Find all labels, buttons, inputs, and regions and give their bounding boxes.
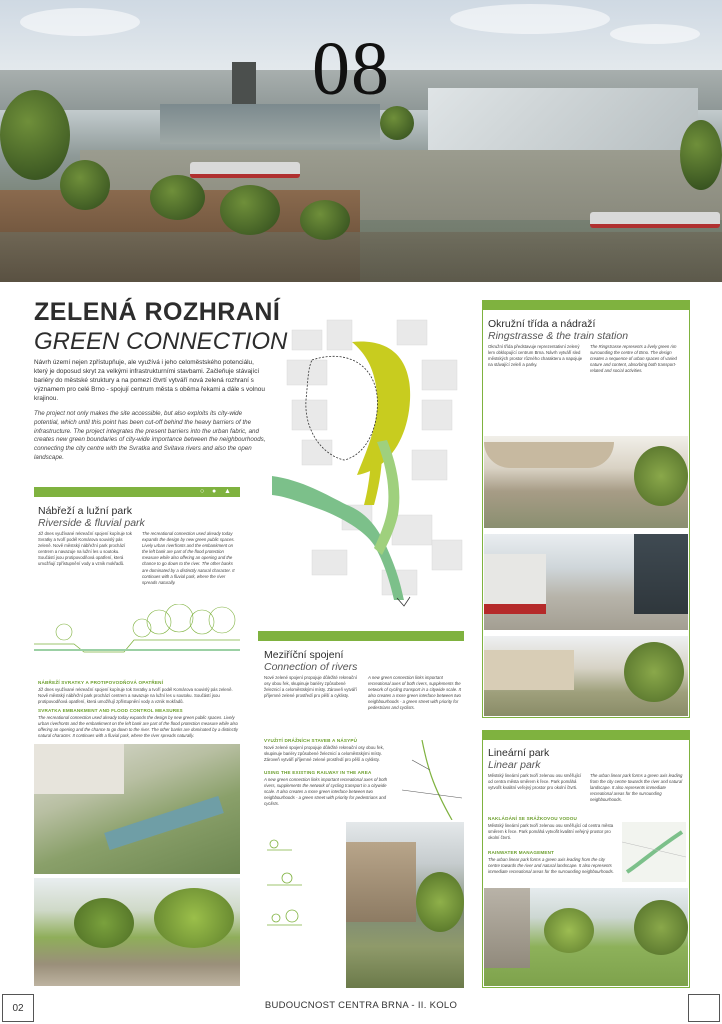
title-en: GREEN CONNECTION (34, 328, 288, 355)
rivers-title (264, 649, 357, 673)
linear-title-cz: Lineární park (488, 747, 550, 759)
linear-title-en: Linear park (488, 759, 541, 771)
riverside-text-cz: Již dnes využívané rekreační spojení kopíruje tok Svratky a tvoří podél Komárova souvislý pás zeleně. Nově městský nábřežní park prochází centrem a navazuje na lužní les u soutoku. Součástí jsou protipovodňová opatření, která umožňují zpřístupnění vody a vznik mokřadů. (38, 531, 132, 567)
rivers-sub-cz: Nové zelené spojení propojuje důležité rekreační osy obou řek, skupinuje bariéry způsobené železnicí a celoměstskými místy. Zároveň vytváří příjemné zelené prostředí pro pěší a cyklisty. (264, 745, 384, 763)
linear-park-photo (484, 888, 688, 986)
riverside-title (38, 505, 145, 529)
riverside-text-en: The recreational connection used already today expands the design by new green public spaces. Lively urban riverfronts and the embankment on the left bank are part of the flood protection measure while also offering an opening and the chance to go down to the river. The other banks are dominated by a distinctly natural character. It continues with a fluvial park, where the river spreads naturally. (142, 531, 235, 585)
linear-sub-en: The urban linear park forms a green axis leading from the city centre towards the river and natural landscape. It also represents immediate recreational areas for the surrounding neighbourhoods. (488, 857, 614, 875)
title-cz: ZELENÁ ROZHRANÍ (34, 298, 281, 326)
intro-text-en: The project not only makes the site accessible, but also exploits its city-wide potential, which until this point has been cut-off behind the heavy barriers of the infrastructure. The project integrates the present barriers into the urban fabric, and creates new green boundaries of city-wide importance between the neighbourhoods, connecting the city centre with the Svratka and Svitava rivers and also the open landscape. (34, 410, 266, 461)
rivers-diagram (402, 740, 462, 820)
footer-page-number: 02 (2, 994, 34, 1022)
water-icon: ▲ (224, 488, 231, 495)
ringstrasse-title (488, 318, 628, 342)
footer-right-box (688, 994, 720, 1022)
walk-icon: ● (212, 488, 217, 495)
linear-bar (482, 730, 690, 740)
ringstrasse-bar (482, 300, 690, 310)
linear-map-diagram (622, 822, 686, 882)
bike-icon: ○ (200, 488, 205, 495)
riverside-title-cz: Nábřeží a lužní park (38, 505, 132, 517)
riverside-sub-cz: Již dnes využívané rekreační spojení kopíruje tok Svratky a tvoří podél Komárova souvislý pás zeleně. Nově městský nábřežní park prochází centrem a navazuje na lužní les u soutoku. Součástí jsou protipovodňová opatření, která umožňují zpřístupnění vody a vznik mokřadů. (38, 687, 233, 705)
riverside-section-diagram (34, 604, 240, 664)
riverside-head2: SVRATKA EMBANKMENT AND FLOOD CONTROL MEASURES (38, 708, 183, 713)
main-title (34, 298, 287, 356)
riverside-bar (34, 487, 240, 497)
footer-title: BUDOUCNOST CENTRA BRNA - II. KOLO (264, 1000, 458, 1011)
linear-text-en: The urban linear park forms a green axis leading from the city centre towards the river and natural landscape. It also represents immediate recreational areas for the surrounding neighbourhoods. (590, 773, 683, 803)
rivers-head1: VYUŽITÍ DRÁŽNÍCH STAVEB A NÁSYPŮ (264, 738, 358, 743)
rivers-title-cz: Meziříční spojení (264, 649, 344, 661)
concept-map (272, 300, 477, 615)
linear-head1: NAKLÁDÁNÍ SE SRÁŽKOVOU VODOU (488, 816, 578, 821)
riverside-title-en: Riverside & fluvial park (38, 517, 145, 529)
tram-square-photo (484, 534, 688, 630)
intro-text-cz: Návrh území nejen zpřístupňuje, ale využívá i jeho celoměstského potenciálu, který je doposud skryt za velkými infrastrukturními stavbami. Začleňuje stávající bariéry do městské struktury a na pomezí čtvrtí vytváří nová zelená rozhraní s významem pro celé Brno - spojují centrum města s oběma řekami a dále s volnou krajinou. (34, 359, 265, 402)
station-canopy-photo (484, 436, 688, 528)
rivers-sub-en: A new green connection links important recreational axes of both rivers, supplements the network of cycling transport in a citywide scale. It also creates a more green interface between two neighbourhoods - a green street with priority for pedestrians and cyclists. (264, 777, 388, 807)
rivers-section-icons (262, 830, 342, 940)
riverside-head1: NÁBŘEŽÍ SVRATKY A PROTIPOVODŇOVÁ OPATŘENÍ (38, 680, 164, 685)
ring-street-photo (484, 636, 688, 716)
linear-text-cz: Městský lineární park tvoří zelenou osu směřující od centra města směrem k řece. Park pomáhá vytvořit kvalitní veřejný prostor pro okolní čtvrti. (488, 773, 582, 791)
linear-head2: RAINWATER MANAGEMENT (488, 850, 555, 855)
rivers-bar (258, 631, 464, 641)
rivers-head2: USING THE EXISTING RAILWAY IN THE AREA (264, 770, 372, 775)
rivers-text-en: A new green connection links important recreational axes of both rivers, supplements the network of cycling transport in a citywide scale. It also creates a more green interface between two neighbourhoods - a green street with priority for pedestrians and cyclists. (368, 675, 461, 711)
hero-rendering (0, 0, 722, 282)
ringstrasse-title-cz: Okružní třída a nádraží (488, 318, 596, 330)
rivers-text-cz: Nové zelené spojení propojuje důležité rekreační osy obou řek, skupinuje bariéry způsobené železnicí a celoměstskými místy. Zároveň vytváří příjemné zelené prostředí pro pěší a cyklisty. (264, 675, 357, 699)
page-number-large: 08 (312, 27, 390, 111)
rivers-street-photo (346, 822, 464, 988)
riverside-aerial-photo (34, 744, 240, 874)
linear-sub-cz: Městský lineární park tvoří zelenou osu směřující od centra města směrem k řece. Park pomáhá vytvořit kvalitní veřejný prostor pro okolní čtvrti. (488, 823, 614, 841)
riverside-park-photo (34, 878, 240, 986)
rivers-title-en: Connection of rivers (264, 661, 358, 673)
ringstrasse-text-cz: Okružní třída představuje reprezentativní zelený lem obklopující centrum Brna. Návrh vytváří sled městských prostor různého charakteru a napojuje na stávající zeleň a parky. (488, 344, 583, 368)
ringstrasse-text-en: The Ringstrasse represents a lively green rim surrounding the centre of Brno. The design creates a sequence of urban spaces of varied nature and content, absorbing both transport-related and social activities. (590, 344, 677, 374)
riverside-sub-en: The recreational connection used already today expands the design by new green public spaces. Lively urban riverfronts and the embankment on the left bank are part of the flood protection measure while also offering an opening and the chance to go down to the river. The other banks are dominated by a distinctly natural character. It continues with a fluvial park, where the river spreads naturally. (38, 715, 239, 739)
linear-title (488, 747, 549, 771)
ringstrasse-title-en: Ringstrasse & the train station (488, 330, 629, 342)
